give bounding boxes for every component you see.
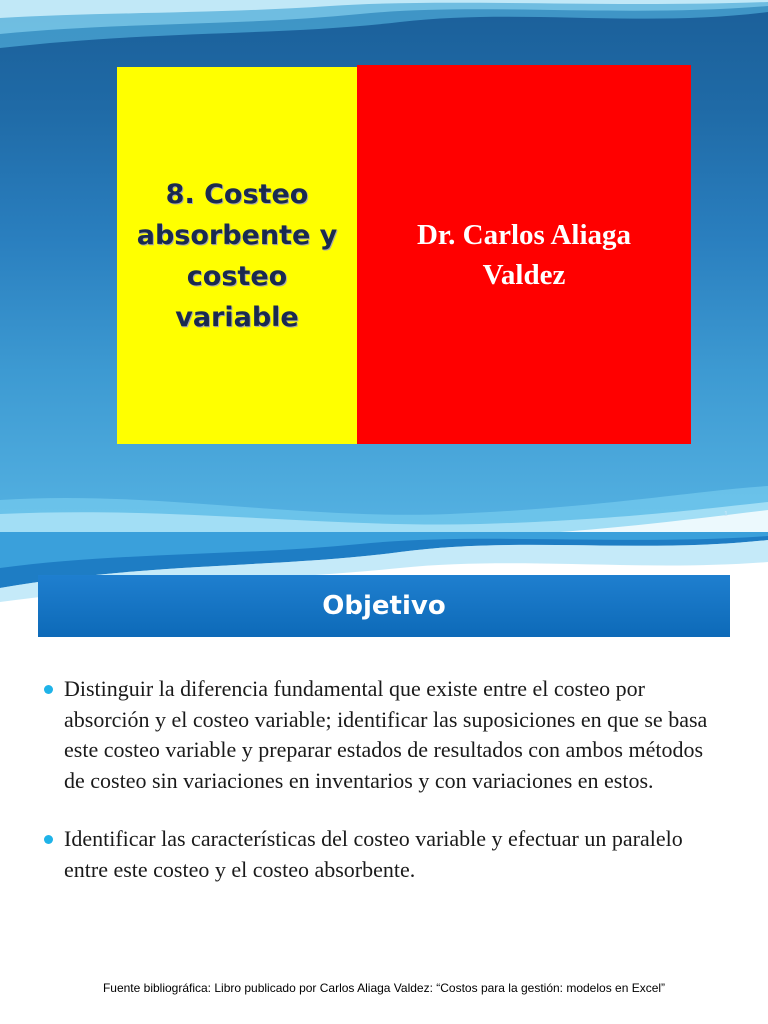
objective-list (44, 674, 716, 913)
slide-title: 8. Costeo absorbente y costeo variable (136, 178, 338, 333)
page-number: 1 (724, 511, 728, 518)
bullet-icon (44, 835, 53, 844)
author-box (357, 65, 691, 444)
slide-heading: Objetivo (322, 591, 446, 621)
objective-slide (0, 532, 768, 1024)
bullet-icon (44, 685, 53, 694)
list-item-text: Distinguir la diferencia fundamental que existe entre el costeo por absorción y el costeo variable; identificar las suposiciones en que se basa este costeo variable y preparar estados de resultados con ambos métodos de costeo sin variaciones en inventarios y con variaciones en estos. (64, 676, 708, 793)
list-item-text: Identificar las características del costeo variable y efectuar un paralelo entre este costeo y el costeo absorbente. (64, 826, 683, 882)
author-name: Dr. Carlos Aliaga Valdez (416, 218, 632, 291)
list-item (44, 674, 716, 796)
heading-bar (38, 575, 730, 637)
list-item (44, 824, 716, 885)
decorative-wave-bottom (0, 430, 768, 532)
source-note: Fuente bibliográfica: Libro publicado por Carlos Aliaga Valdez: “Costos para la gestión: modelos en Excel” (102, 981, 666, 995)
title-box (117, 67, 357, 444)
